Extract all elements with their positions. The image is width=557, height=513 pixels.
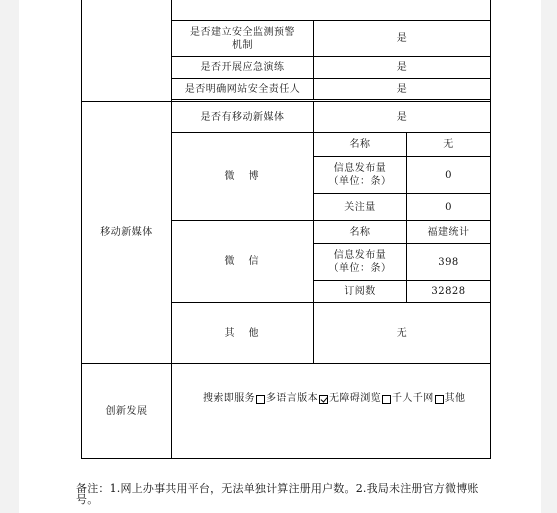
accessibility-checkbox[interactable]	[319, 395, 328, 404]
weibo-name-value: 无	[443, 139, 454, 150]
wechat-subscribers-value: 32828	[431, 286, 466, 297]
other-media-label: 其他	[224, 327, 273, 339]
wechat-posts-label: 信息发布量（单位：条）	[328, 250, 392, 274]
wechat-name-label: 名称	[349, 226, 371, 238]
search-service-label: 搜索即服务	[203, 393, 255, 404]
security-responsible-label: 是否明确网站安全责任人	[184, 83, 301, 95]
mobile-media-section-label: 移动新媒体	[100, 227, 153, 238]
weibo-followers-label: 关注量	[344, 201, 376, 213]
security-responsible-value: 是	[396, 83, 408, 95]
weibo-posts-value: 0	[445, 169, 452, 181]
has-mobile-media-label: 是否有移动新媒体	[200, 111, 285, 123]
weibo-label: 微博	[224, 171, 273, 182]
wechat-posts-value: 398	[438, 256, 459, 268]
other-option-checkbox[interactable]	[435, 395, 444, 404]
wechat-label: 微信	[224, 256, 273, 267]
innovation-label: 创新发展	[105, 405, 148, 417]
emergency-drill-label: 是否开展应急演练	[200, 62, 285, 73]
other-option-label: 其他	[444, 393, 466, 404]
wechat-name-value: 福建统计	[427, 226, 470, 238]
has-mobile-media-value: 是	[396, 111, 408, 123]
warning-mechanism-label: 是否建立安全监测预警机制	[190, 26, 295, 51]
footnote: 备注：1.网上办事共用平台，无法单独计算注册用户数。2.我局未注册官方微博账号。	[76, 482, 479, 506]
wechat-subscribers-label: 订阅数	[344, 286, 376, 297]
accessibility-label: 无障碍浏览	[329, 393, 381, 404]
emergency-drill-value: 是	[396, 62, 408, 73]
multilingual-checkbox[interactable]	[256, 395, 265, 404]
innovation-options	[203, 392, 465, 406]
personalized-checkbox[interactable]	[382, 395, 391, 404]
personalized-label: 千人千网	[392, 393, 434, 404]
multilingual-label: 多语言版本	[266, 393, 318, 404]
other-media-value: 无	[396, 327, 408, 339]
weibo-name-label: 名称	[349, 139, 371, 150]
warning-mechanism-value: 是	[396, 33, 408, 44]
weibo-posts-label: 信息发布量（单位：条）	[328, 163, 392, 187]
weibo-followers-value: 0	[445, 201, 452, 213]
